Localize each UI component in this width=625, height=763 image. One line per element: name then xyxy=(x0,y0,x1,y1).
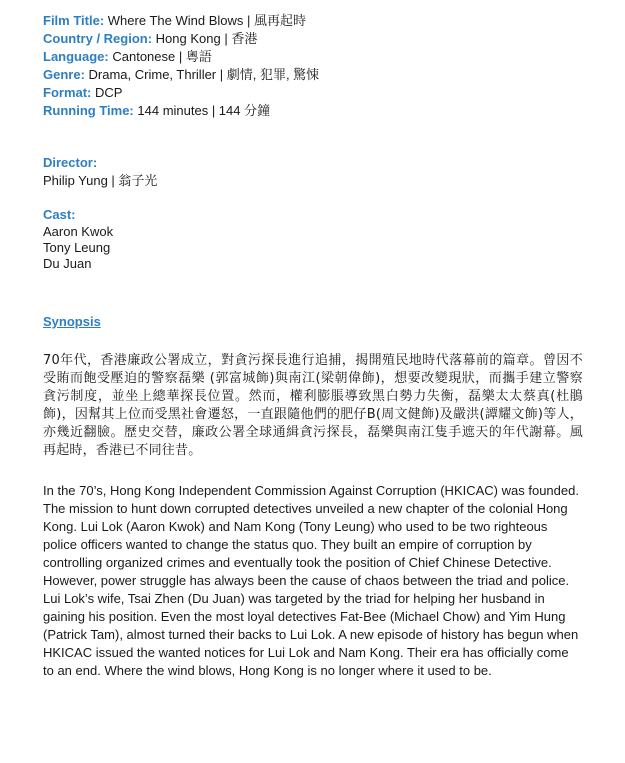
genre-value: Drama, Crime, Thriller | 劇情, 犯罪, 驚悚 xyxy=(88,67,320,82)
synopsis-section xyxy=(43,272,583,680)
format-row xyxy=(43,84,583,102)
cast-section xyxy=(43,206,583,272)
cast-member: Aaron Kwok xyxy=(43,224,114,239)
running-time-value: 144 minutes | 144 分鐘 xyxy=(137,103,271,118)
genre-label: Genre: xyxy=(43,67,85,82)
format-value: DCP xyxy=(95,85,123,100)
cast-member: Tony Leung xyxy=(43,240,111,255)
synopsis-chinese-paragraph: 70年代，香港廉政公署成立，對貪污探長進行追捕，揭開殖民地時代落幕前的篇章。曾因不受賄而飽受壓迫的警察磊樂 (郭富城飾)與南江(梁朝偉飾)，想要改變現狀，而攜手建立警察貪污制度，並坐上總華探長位置。然而，權利膨脹導致黑白勢力失衡，磊樂太太蔡真(杜鵑飾)，因幫其上位而受黑社會遷怒，一直跟隨他們的肥仔B(周文健飾)及嚴洪(譚耀文飾)等人，亦幾近翻臉。歷史交替，廉政公署全球通緝貪污探長，磊樂與南江隻手遮天的年代謝幕。風再起時，香港已不同往昔。 xyxy=(43,353,583,458)
director-section xyxy=(43,154,583,190)
cast-member: Du Juan xyxy=(43,256,92,271)
cast-label: Cast: xyxy=(43,207,76,222)
format-label: Format: xyxy=(43,85,92,100)
language-label: Language: xyxy=(43,49,109,64)
film-info-document xyxy=(43,12,583,680)
genre-row xyxy=(43,66,583,84)
language-row xyxy=(43,48,583,66)
running-time-row xyxy=(43,102,583,120)
director-label: Director: xyxy=(43,155,98,170)
country-label: Country / Region: xyxy=(43,31,153,46)
country-value: Hong Kong | 香港 xyxy=(155,31,258,46)
country-row xyxy=(43,30,583,48)
director-name: Philip Yung | 翁子光 xyxy=(43,173,158,188)
synopsis-english-paragraph: In the 70’s, Hong Kong Independent Commission Against Corruption (HKICAC) was founded. The mission to hunt down corrupted detectives unveiled a new chapter of the colonial Hong Kong. Lui Lok (Aaron Kwok) and Nam Kong (Tony Leung) who used to be two righteous police officers wanted to change the status quo. They built an empire of corruption by controlling organized crimes and eventually took the position of Chief Chinese Detective. However, power struggle has always been the cause of chaos between the triad and police. Lui Lok’s wife, Tsai Zhen (Du Juan) was targeted by the triad for helping her husband in gaining his position. Even the most loyal detectives Fat-Bee (Michael Chow) and Yim Hung (Patrick Tam), almost turned their backs to Lui Lok. A new episode of history has begun when HKICAC issued the wanted notices for Lui Lok and Nam Kong. Their era has officially come to an end. Where the wind blows, Hong Kong is no longer where it used to be. xyxy=(43,483,579,678)
film-title-label: Film Title: xyxy=(43,13,105,28)
film-title-value: Where The Wind Blows | 風再起時 xyxy=(107,13,306,28)
running-time-label: Running Time: xyxy=(43,103,134,118)
synopsis-heading: Synopsis xyxy=(43,314,101,329)
language-value: Cantonese | 粵語 xyxy=(112,49,212,64)
film-title-row xyxy=(43,12,583,30)
